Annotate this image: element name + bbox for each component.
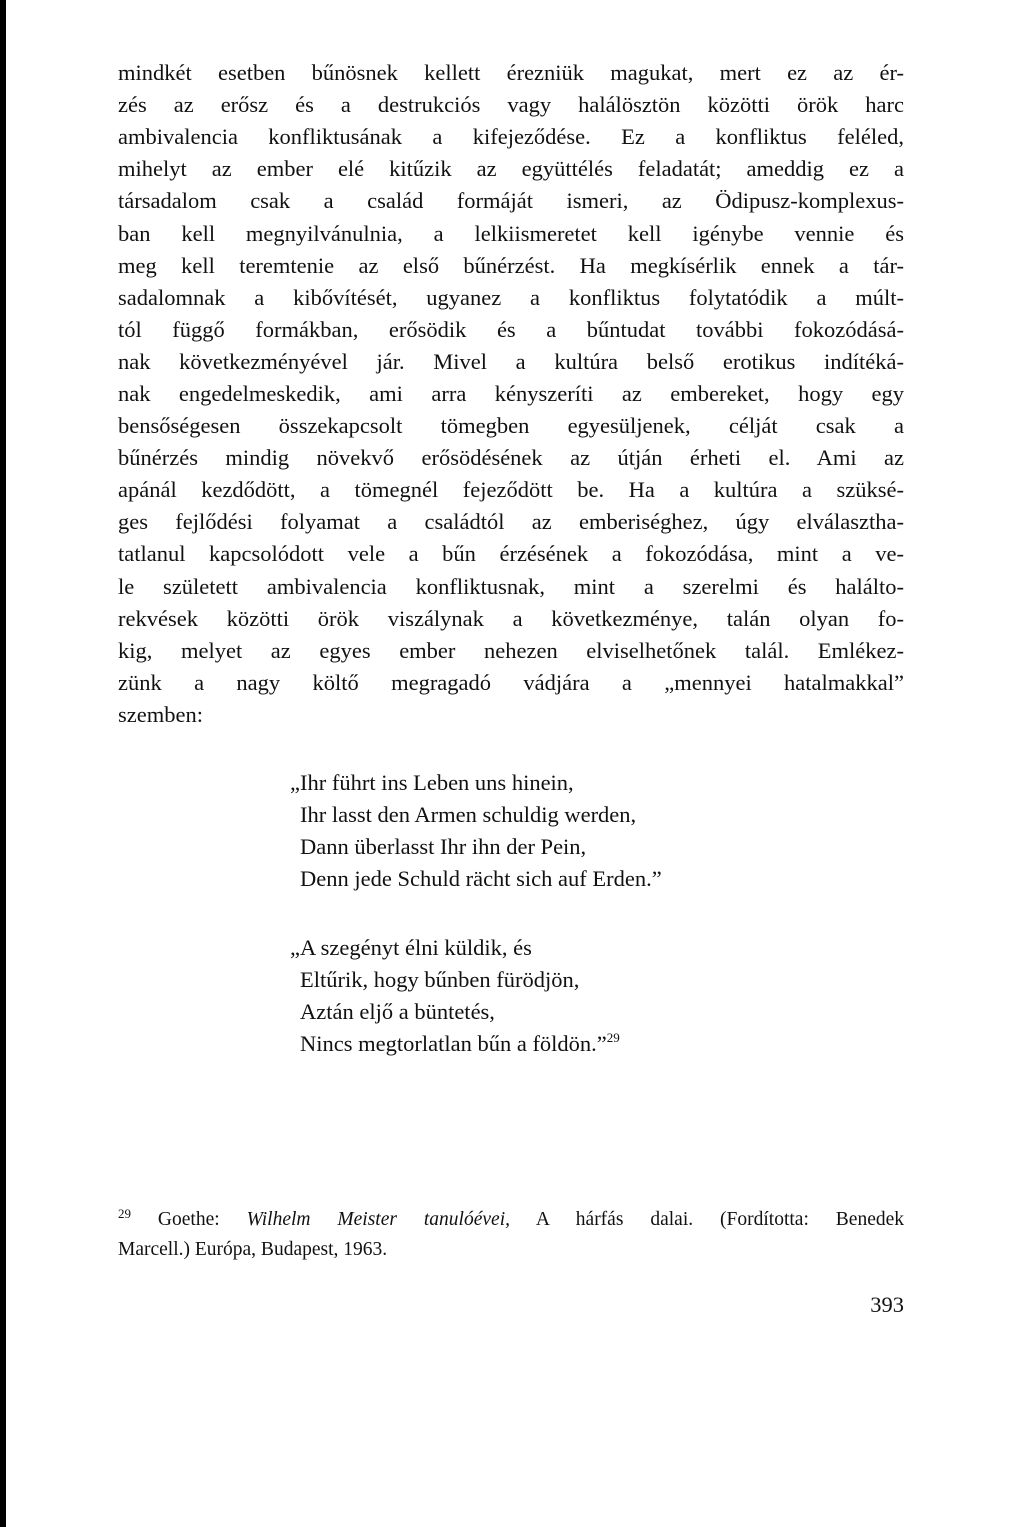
footnote-line: Marcell.) Európa, Budapest, 1963.: [118, 1239, 388, 1260]
page-edge: [0, 0, 6, 1527]
poem-line-text: Nincs megtorlatlan bűn a földön.”: [300, 1031, 607, 1056]
poem-line: Ihr lasst den Armen schuldig werden,: [300, 802, 637, 827]
text-line: nak engedelmeskedik, ami arra kényszeríti az embereket, hogy egy: [118, 381, 904, 406]
text-line: ban kell megnyilvánulnia, a lelkiismeretet kell igénybe vennie és: [118, 221, 904, 246]
text-line: társadalom csak a család formáját ismeri, az Ödipusz-komplexus-: [118, 188, 904, 213]
text-line: le született ambivalencia konfliktusnak, mint a szerelmi és halálto-: [118, 574, 904, 599]
poem-line: „Ihr führt ins Leben uns hinein,: [290, 770, 574, 795]
footnote-reference[interactable]: 29: [606, 1030, 620, 1045]
text-line: bűnérzés mindig növekvő erősödésének az útján érheti el. Ami az: [118, 445, 904, 470]
text-line: apánál kezdődött, a tömegnél fejeződött be. Ha a kultúra a szüksé-: [118, 477, 904, 502]
footnote-text: A hárfás dalai. (Fordította: Benedek: [535, 1209, 905, 1230]
text-line: meg kell teremtenie az első bűnérzést. Ha megkísérlik ennek a tár-: [118, 253, 904, 278]
text-line: zés az erősz és a destrukciós vagy halálösztön közötti örök harc: [118, 92, 904, 117]
poem-line: Aztán eljő a büntetés,: [300, 999, 495, 1024]
poem-line: „A szegényt élni küldik, és: [290, 935, 532, 960]
text-line: bensőségesen összekapcsolt tömegben egyesüljenek, célját csak a: [118, 413, 904, 438]
footnote-line: [118, 1205, 904, 1235]
poem-line: [300, 1028, 620, 1060]
text-line: tól függő formákban, erősödik és a bűntudat további fokozódásá-: [118, 317, 904, 342]
text-line: nak következményével jár. Mivel a kultúra belső erotikus indítéká-: [118, 349, 904, 374]
text-line: kig, melyet az egyes ember nehezen elviselhetőnek talál. Emlékez-: [118, 638, 904, 663]
text-line: mihelyt az ember elé kitűzik az együttélés feladatát; ameddig ez a: [118, 156, 904, 181]
footnote-title: Wilhelm Meister tanulóévei,: [246, 1209, 510, 1230]
text-line: rekvések közötti örök viszálynak a következménye, talán olyan fo-: [118, 606, 904, 631]
text-line: tatlanul kapcsolódott vele a bűn érzésének a fokozódása, mint a ve-: [118, 541, 904, 566]
poem-line: Denn jede Schuld rächt sich auf Erden.”: [300, 866, 662, 891]
poem-line: Dann überlasst Ihr ihn der Pein,: [300, 834, 587, 859]
text-line: zünk a nagy költő megragadó vádjára a „mennyei hatalmakkal”: [118, 670, 904, 695]
page-number: 393: [870, 1292, 904, 1317]
text-line: mindkét esetben bűnösnek kellett érezniük magukat, mert ez az ér-: [118, 60, 904, 85]
footnote-author: Goethe:: [157, 1209, 220, 1230]
text-line: sadalomnak a kibővítését, ugyanez a konfliktus folytatódik a múlt-: [118, 285, 904, 310]
text-line: szemben:: [118, 702, 203, 727]
footnote-number: 29: [118, 1206, 131, 1221]
poem-line: Eltűrik, hogy bűnben fürödjön,: [300, 967, 580, 992]
text-line: ges fejlődési folyamat a családtól az emberiséghez, úgy elválasztha-: [118, 509, 904, 534]
text-line: ambivalencia konfliktusának a kifejeződése. Ez a konfliktus feléled,: [118, 124, 904, 149]
